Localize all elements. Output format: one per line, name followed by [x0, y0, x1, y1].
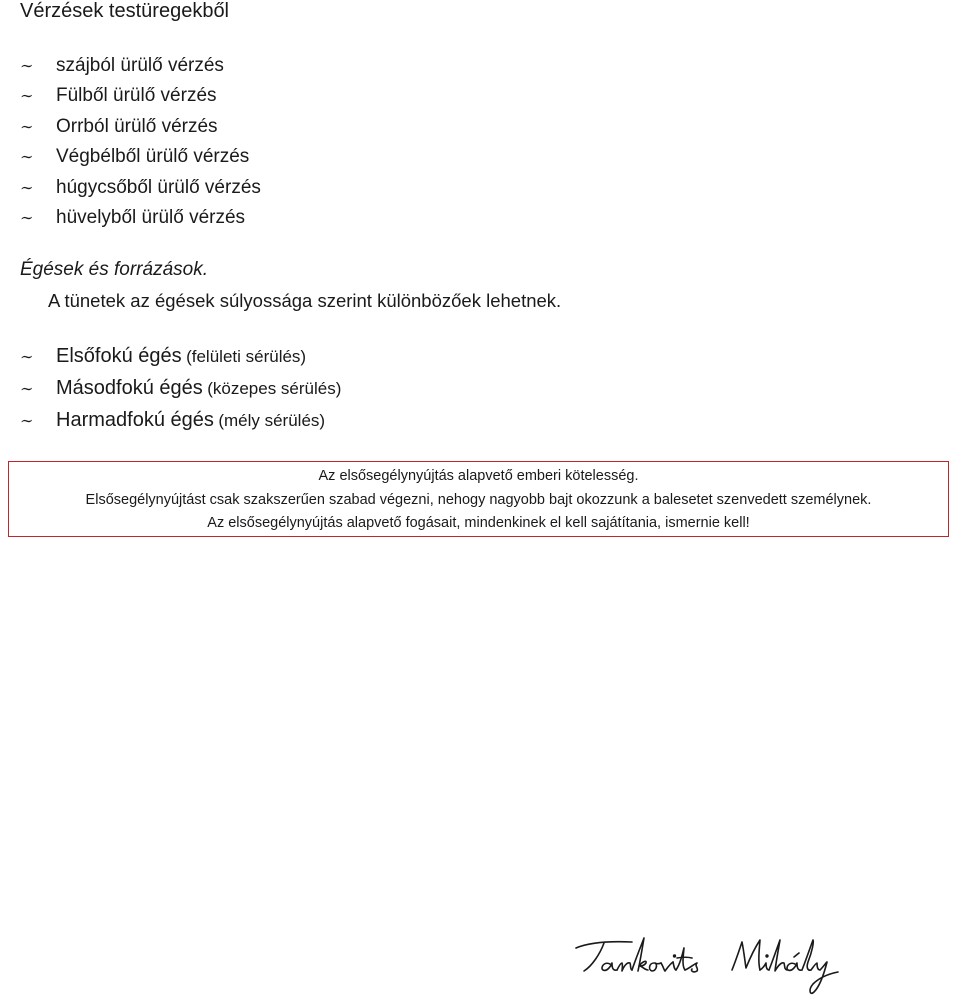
list-item — [20, 340, 341, 372]
tilde-bullet-icon: ∼ — [20, 56, 34, 75]
burns-heading: Égések és forrázások. — [20, 259, 208, 280]
tilde-bullet-icon: ∼ — [20, 347, 34, 366]
tilde-bullet-icon: ∼ — [20, 177, 34, 197]
list-item-label: Fülből ürülő vérzés — [56, 85, 217, 107]
page-title: Vérzések testüregekből — [20, 0, 230, 22]
tilde-bullet-icon: ∼ — [20, 411, 34, 430]
list-item-label: hüvelyből ürülő vérzés — [56, 206, 246, 228]
tilde-bullet-icon: ∼ — [20, 379, 34, 398]
notice-line: Az elsősegélynyújtás alapvető emberi kötelesség. — [318, 468, 639, 484]
list-item — [20, 203, 261, 233]
bleeding-list — [20, 51, 261, 233]
list-item — [20, 404, 341, 436]
burns-intro: A tünetek az égések súlyossága szerint különbözőek lehetnek. — [48, 290, 562, 311]
notice-box — [8, 461, 949, 537]
tilde-bullet-icon: ∼ — [20, 207, 34, 227]
burn-degree-description: (mély sérülés) — [218, 411, 326, 430]
notice-line: Elsősegélynyújtást csak szakszerűen szabad végezni, nehogy nagyobb bajt okozzunk a balesetet szenvedett személynek. — [85, 491, 872, 508]
notice-line: Az elsősegélynyújtás alapvető fogásait, mindenkinek el kell sajátítania, ismernie kell! — [207, 515, 750, 531]
tilde-bullet-icon: ∼ — [20, 116, 34, 136]
tilde-bullet-icon: ∼ — [20, 147, 34, 167]
list-item — [20, 142, 261, 172]
burn-degree-name: Harmadfokú égés — [56, 409, 214, 431]
burn-degree-description: (közepes sérülés) — [207, 379, 342, 398]
list-item-label: Orrból ürülő vérzés — [56, 115, 218, 137]
list-item-label: Végbélből ürülő vérzés — [56, 146, 250, 168]
burn-degree-name: Másodfokú égés — [56, 377, 203, 399]
handwritten-signature — [570, 928, 860, 1005]
burn-degree-name: Elsőfokú égés — [56, 345, 182, 367]
list-item-label: szájból ürülő vérzés — [56, 55, 224, 76]
list-item — [20, 372, 341, 404]
list-item — [20, 51, 261, 81]
burn-degree-description: (felületi sérülés) — [186, 347, 307, 366]
list-item — [20, 173, 261, 203]
list-item — [20, 112, 261, 142]
list-item — [20, 81, 261, 111]
burns-list — [20, 340, 341, 436]
tilde-bullet-icon: ∼ — [20, 86, 34, 106]
signature-drawing — [570, 928, 860, 1000]
list-item-label: húgycsőből ürülő vérzés — [56, 176, 261, 198]
